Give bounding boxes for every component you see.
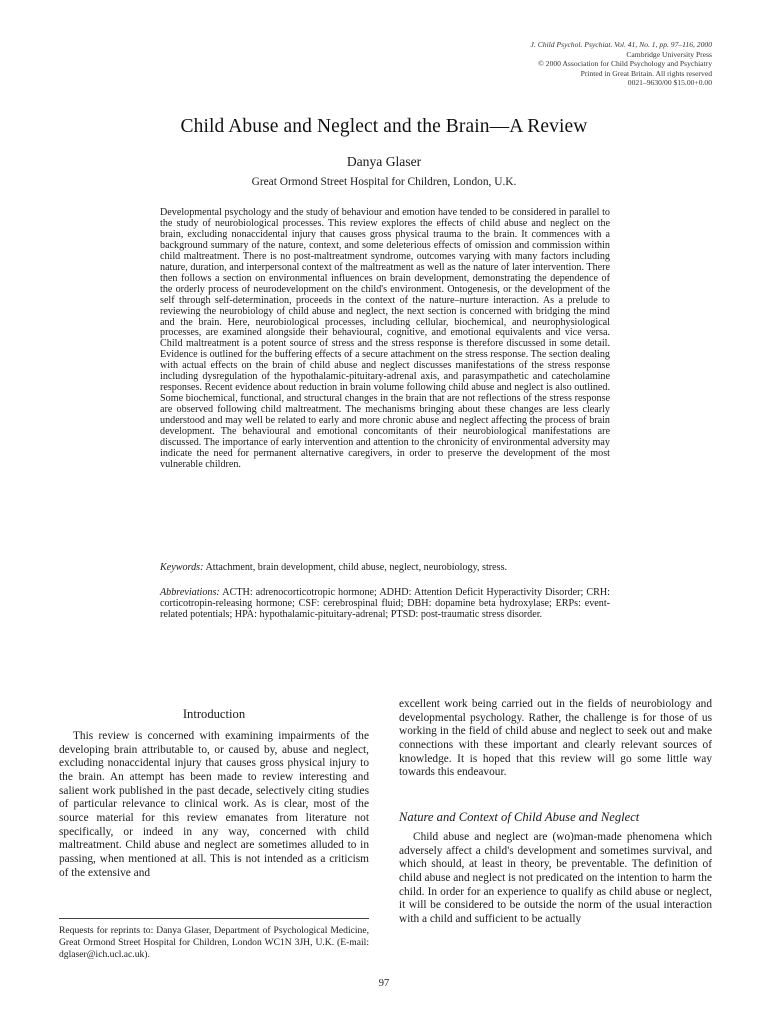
reprint-footnote: Requests for reprints to: Danya Glaser, Department of Psychological Medicine, Great Ormond Street Hospital for Children, London WC1N 3JH, U.K. (E-mail: dglaser@ich.ucl.ac.uk). (59, 925, 369, 961)
abbreviations-label: Abbreviations: (160, 587, 220, 598)
abbreviations-text: ACTH: adrenocorticotropic hormone; ADHD: Attention Deficit Hyperactivity Disorder; CRH: corticotropin-releasing hormone; CSF: cerebrospinal fluid; DBH: dopamine beta hydroxylase; ERPs: event-related potentials; HPA: hypothalamic-pituitary-adrenal; PTSD: post-traumatic stress disorder. (160, 587, 610, 620)
nature-section-heading: Nature and Context of Child Abuse and Neglect (399, 809, 640, 824)
copyright-line: © 2000 Association for Child Psychology and Psychiatry (538, 59, 712, 69)
issn-line: 0021–9630/00 $15.00+0.00 (627, 78, 712, 88)
keywords-label: Keywords: (160, 562, 204, 573)
right-column (399, 698, 712, 927)
nature-section-paragraph: Child abuse and neglect are (wo)man-made phenomena which adversely affect a child's development and sometimes survival, and which should, at least in theory, be preventable. The definition of child abuse and neglect is not predicated on the intention to harm the child. In order for an experience to qualify as child abuse or neglect, it will be considered to be outside the norm of the usual interaction with a child and sufficient to be actually (399, 830, 712, 925)
footnote-divider (59, 918, 369, 919)
article-title: Child Abuse and Neglect and the Brain—A Review (180, 116, 588, 137)
abstract-text: Developmental psychology and the study of behaviour and emotion have tended to be considered in parallel to the study of neurobiological processes. This review explores the effects of child abuse and neglect on the brain, excluding nonaccidental injury that causes gross physical trauma to the brain. It commences with a background summary of the nature, context, and some deleterious effects of omission and commission within child maltreatment. There is no post-maltreatment syndrome, outcomes varying with many factors including nature, duration, and interpersonal context of the maltreatment as well as the nature of later intervention. There then follows a section on environmental influences on brain development, demonstrating the dependence of the orderly process of neurodevelopment on the child's environment. Ontogenesis, or the development of the self through self-determination, proceeds in the context of the nature–nurture interaction. As a prelude to reviewing the neurobiology of child abuse and neglect, the next section is concerned with bridging the mind and the brain. Here, neurobiological processes, including cellular, biochemical, and neurophysiological processes, are examined alongside their behavioural, cognitive, and emotional equivalents and vice versa. Child maltreatment is a potent source of stress and the stress response is therefore discussed in some detail. Evidence is outlined for the buffering effects of a secure attachment on the stress response. The section dealing with actual effects on the brain of child abuse and neglect discusses manifestations of the stress response including dysregulation of the hypothalamic-pituitary-adrenal axis, and parasympathetic and catecholamine responses. Recent evidence about reduction in brain volume following child abuse and neglect is also outlined. Some biochemical, functional, and structural changes in the brain that are not reflections of the stress response are observed following child maltreatment. The mechanisms bringing about these changes are less clearly understood and may well be related to early and more chronic abuse and neglect affecting the process of brain development. The behavioural and emotional concomitants of their neurobiological manifestations are discussed. The importance of early intervention and attention to the chronicity of environmental adversity may indicate the need for permanent alternative caregivers, in order to preserve the development of the most vulnerable children. (160, 207, 610, 470)
introduction-paragraph: This review is concerned with examining impairments of the developing brain attributable to, or caused by, abuse and neglect, excluding nonaccidental injury that causes gross physical injury to the brain. An attempt has been made to review interesting and salient work published in the past decade, selectively citing studies of particular relevance to clinical work. As is clear, most of the source material for this review emanates from literature not specifically, or indeed in any way, concerned with child maltreatment. Child abuse and neglect are sometimes alluded to in passing, when mentioned at all. This is not intended as a criticism of the extensive and (59, 730, 369, 879)
journal-citation: J. Child Psychol. Psychiat. Vol. 41, No. 1, pp. 97–116, 2000 (530, 40, 712, 49)
keywords-line (160, 562, 610, 573)
keywords-text: Attachment, brain development, child abuse, neglect, neurobiology, stress. (203, 562, 508, 573)
page-number: 97 (378, 978, 390, 989)
author-affiliation: Great Ormond Street Hospital for Children, London, U.K. (251, 176, 517, 188)
introduction-heading: Introduction (182, 707, 246, 721)
journal-header (412, 40, 712, 88)
printed-line: Printed in Great Britain. All rights reserved (580, 68, 712, 78)
publisher-line: Cambridge University Press (626, 49, 712, 59)
abbreviations-block (160, 587, 610, 620)
left-column (59, 707, 369, 880)
article-author: Danya Glaser (346, 154, 422, 169)
introduction-continuation: excellent work being carried out in the fields of neurobiology and developmental psychology. Rather, the challenge is for those of us working in the field of child abuse and neglect to seek out and make connections with these important and clearly relevant sources of knowledge. It is hoped that this review will go some little way towards this endeavour. (399, 698, 712, 779)
